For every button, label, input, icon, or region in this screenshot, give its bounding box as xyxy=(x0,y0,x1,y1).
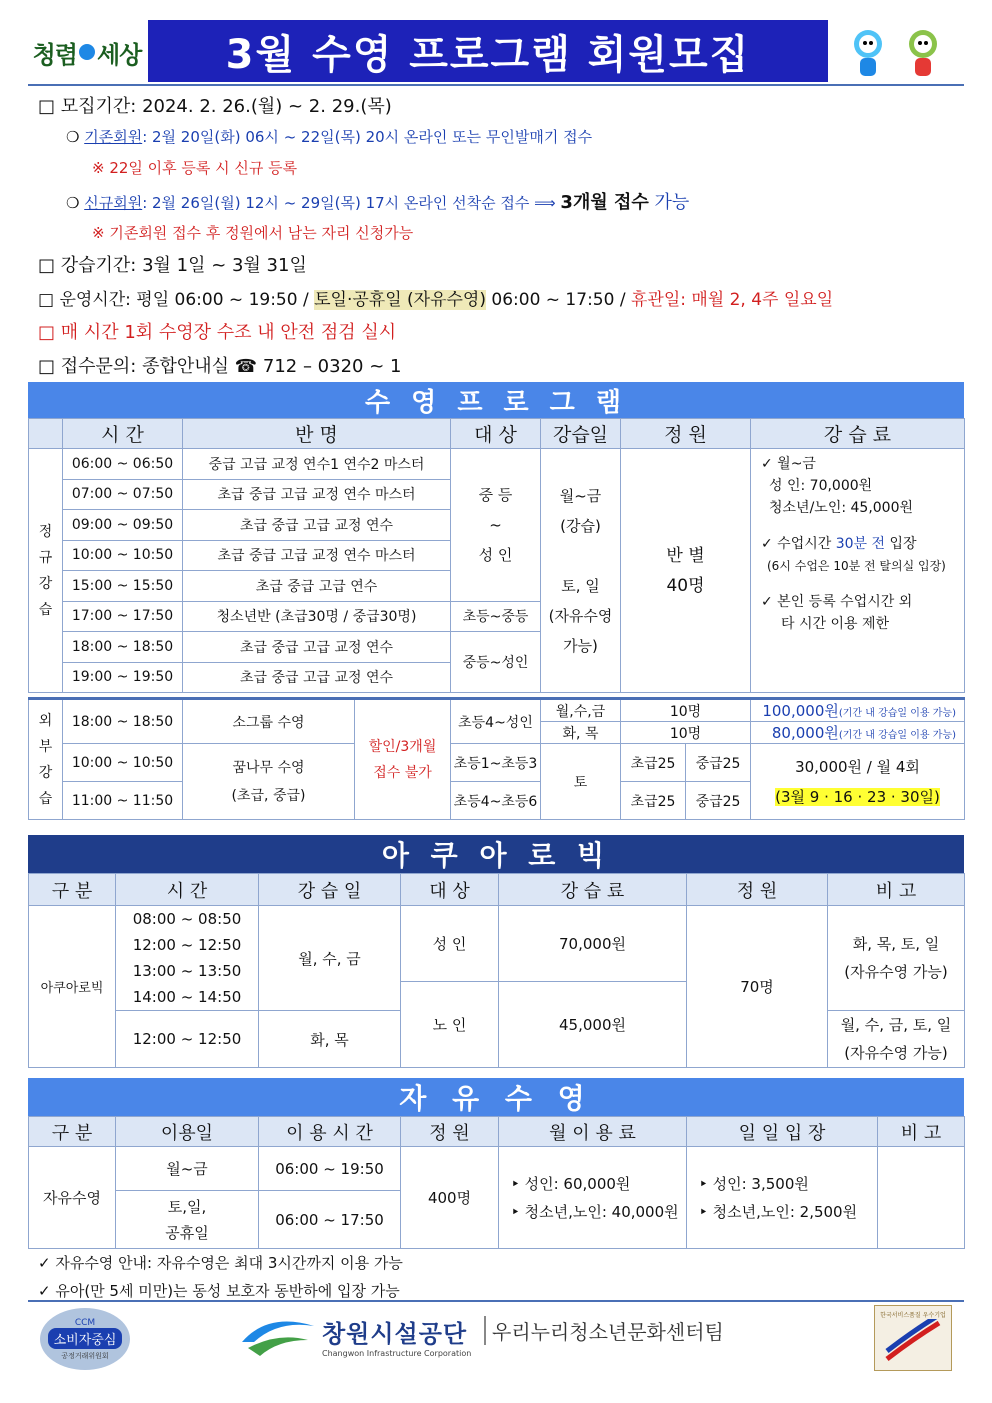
page-header xyxy=(28,18,964,84)
table-row: 중급 고급 교정 연수1 연수2 마스터 xyxy=(183,449,451,480)
outside-target-2: 초등1~초등3 xyxy=(451,744,541,782)
logo-text-b: 세상 xyxy=(97,39,142,69)
header-capacity: 정 원 xyxy=(621,419,751,449)
free-header: 정 원 xyxy=(401,1117,499,1147)
header-divider xyxy=(28,84,964,86)
aqua-target-a: 성 인 xyxy=(401,906,499,982)
contact-info: □ 접수문의: 종합안내실 ☎ 712 – 0320 ~ 1 xyxy=(38,356,402,377)
aqua-time-b: 12:00 ~ 12:50 xyxy=(116,1011,259,1068)
target-evening: 중등~성인 xyxy=(451,632,541,693)
outside-target-3: 초등4~초등6 xyxy=(451,782,541,820)
header-class: 반 명 xyxy=(183,419,451,449)
ccm-top: CCM xyxy=(74,1317,96,1328)
table-row: 초급 중급 고급 교정 연수 xyxy=(183,510,451,541)
target-youth: 초등~중등 xyxy=(451,601,541,632)
team-name: 우리누리청소년문화센터팀 xyxy=(484,1316,724,1345)
aqua-header: 비 고 xyxy=(828,874,965,906)
free-header: 비 고 xyxy=(878,1117,965,1147)
outside-target-1: 초등4~성인 xyxy=(451,699,541,744)
new-three-month: 3개월 접수 xyxy=(560,192,649,213)
aquarobic-table xyxy=(28,873,965,1068)
table-row: 초급 중급 고급 교정 연수 마스터 xyxy=(183,479,451,510)
fee-cell: ✓ 월~금 성 인: 70,000원 청소년/노인: 45,000원 ✓ 수업시간 30분 전 입장 (6시 수업은 10분 전 탈의실 입장) ✓ 본인 등록 수업시간 외 타 시간 이용 제한 xyxy=(751,449,965,693)
outside-label: 외 부 강 습 xyxy=(29,699,63,820)
ccm-sub: 공정거래위원회 xyxy=(61,1351,109,1360)
aqua-target-b: 노 인 xyxy=(401,982,499,1068)
hours-a: □ 운영시간: 평일 06:00 ~ 19:50 / xyxy=(38,290,315,310)
existing-note: ※ 22일 이후 등록 시 신규 등록 xyxy=(92,159,298,177)
free-time-a: 06:00 ~ 19:50 xyxy=(259,1147,401,1191)
aqua-name: 아쿠아로빅 xyxy=(29,906,116,1068)
aqua-header: 구 분 xyxy=(29,874,116,906)
free-header: 이 용 시 간 xyxy=(259,1117,401,1147)
outside-day-a: 월,수,금 xyxy=(541,699,621,722)
table-row: 초급 중급 고급 교정 연수 마스터 xyxy=(183,540,451,571)
aqua-header: 강 습 일 xyxy=(259,874,401,906)
free-header: 구 분 xyxy=(29,1117,116,1147)
table-row: 10:00 ~ 10:50 xyxy=(63,540,183,571)
aqua-header: 강 습 료 xyxy=(499,874,687,906)
table-row: 17:00 ~ 17:50 xyxy=(63,601,183,632)
recruit-period: □ 모집기간: 2024. 2. 26.(월) ~ 2. 29.(목) xyxy=(38,96,392,117)
free-time-b: 06:00 ~ 17:50 xyxy=(259,1191,401,1249)
header-target: 대 상 xyxy=(451,419,541,449)
outside-day-sat: 토 xyxy=(541,744,621,820)
hours-weekend: 토일·공휴일 (자유수영) xyxy=(314,290,486,310)
free-day-b: 토,일, 공휴일 xyxy=(116,1191,259,1249)
free-swim-bar: 자 유 수 영 xyxy=(28,1078,964,1116)
target-main: 중 등 ~ 성 인 xyxy=(451,449,541,602)
new-text: : 2월 26일(월) 12시 ~ 29일(목) 17시 온라인 선착순 접수 ⟹ xyxy=(142,194,561,212)
existing-label: 기존회원 xyxy=(84,128,143,146)
lesson-days: 월~금 (강습) 토, 일 (자유수영 가능) xyxy=(541,449,621,693)
header-blank xyxy=(29,419,63,449)
outside-cap-a: 10명 xyxy=(621,699,751,722)
new-label: 신규회원 xyxy=(84,194,143,212)
free-note xyxy=(878,1147,965,1249)
logo-text-a: 청렴 xyxy=(32,39,77,69)
table-row: 07:00 ~ 07:50 xyxy=(63,479,183,510)
aqua-capacity: 70명 xyxy=(687,906,828,1068)
table-row: 초급 중급 고급 교정 연수 xyxy=(183,662,451,693)
title-banner xyxy=(148,20,828,82)
logo-dot-icon xyxy=(79,44,95,60)
aqua-day-a: 월, 수, 금 xyxy=(259,906,401,1011)
swim-program-table xyxy=(28,418,965,693)
small-group-class: 소그룹 수영 xyxy=(183,699,355,744)
operating-hours xyxy=(38,285,833,310)
table-row: 18:00 ~ 18:50 xyxy=(63,632,183,663)
hours-c: 06:00 ~ 17:50 / xyxy=(485,290,631,310)
free-header: 이용일 xyxy=(116,1117,259,1147)
existing-text: : 2월 20일(화) 06시 ~ 22일(목) 20시 온라인 또는 무인발매기 접수 xyxy=(142,128,593,146)
note-1: ✓ 자유수영 안내: 자유수영은 최대 3시간까지 이용 가능 xyxy=(38,1254,403,1272)
safety-notice: □ 매 시간 1회 수영장 수조 내 안전 점검 실시 xyxy=(38,322,397,343)
aqua-header: 시 간 xyxy=(116,874,259,906)
ccm-main: 소비자중심 xyxy=(48,1328,123,1349)
regular-label: 정 규 강 습 xyxy=(29,449,63,693)
discount-note: 할인/3개월 접수 불가 xyxy=(355,699,451,820)
header-fee: 강 습 료 xyxy=(751,419,965,449)
page-title: 3월 수영 프로그램 회원모집 xyxy=(225,31,751,78)
lesson-period: □ 강습기간: 3월 1일 ~ 3월 31일 xyxy=(38,255,307,276)
free-daily-fee: ‣ 성인: 3,500원 ‣ 청소년,노인: 2,500원 xyxy=(687,1147,878,1249)
closed-days: 휴관일: 매월 2, 4주 일요일 xyxy=(630,290,834,310)
aqua-header: 정 원 xyxy=(687,874,828,906)
note-2: ✓ 유아(만 5세 미만)는 동성 보호자 동반하에 입장 가능 xyxy=(38,1282,400,1300)
corp-en: Changwon Infrastructure Corporation xyxy=(322,1349,472,1358)
bullet-circle-icon: ❍ xyxy=(66,128,85,146)
swim-program-bar: 수 영 프 로 그 램 xyxy=(28,382,964,418)
free-monthly-fee: ‣ 성인: 60,000원 ‣ 청소년,노인: 40,000원 xyxy=(499,1147,687,1249)
bullet-circle-icon: ❍ xyxy=(66,194,85,212)
free-name: 자유수영 xyxy=(29,1147,116,1249)
aquarobic-bar: 아 쿠 아 로 빅 xyxy=(28,835,964,873)
badge-text: 한국서비스품질 우수기업 xyxy=(880,1312,946,1319)
aqua-fee-a: 70,000원 xyxy=(499,906,687,982)
table-row: 청소년반 (초급30명 / 중급30명) xyxy=(183,601,451,632)
footer-divider xyxy=(28,1300,964,1302)
integrity-logo xyxy=(28,26,146,78)
ccm-logo xyxy=(40,1308,130,1370)
corp-swoosh-icon xyxy=(238,1312,318,1364)
aqua-header: 대 상 xyxy=(401,874,499,906)
free-capacity: 400명 xyxy=(401,1147,499,1249)
outside-fee-a: 100,000원(기간 내 강습일 이용 가능) xyxy=(751,699,965,722)
corp-name: 창원시설공단 xyxy=(322,1320,468,1348)
outside-lesson-table xyxy=(28,697,965,820)
header-days: 강습일 xyxy=(541,419,621,449)
free-header: 월 이 용 료 xyxy=(499,1117,687,1147)
aqua-note-b: 월, 수, 금, 토, 일 (자유수영 가능) xyxy=(828,1011,965,1068)
cap-intermediate-2: 중급25 xyxy=(686,782,751,820)
aqua-note-a: 화, 목, 토, 일 (자유수영 가능) xyxy=(828,906,965,1011)
free-day-a: 월~금 xyxy=(116,1147,259,1191)
free-header: 일 일 입 장 xyxy=(687,1117,878,1147)
dream-tree-fee: 30,000원 / 월 4회 (3월 9 · 16 · 23 · 30일) xyxy=(751,744,965,820)
dream-tree-class: 꿈나무 수영 (초급, 중급) xyxy=(183,744,355,820)
table-row: 06:00 ~ 06:50 xyxy=(63,449,183,480)
cap-beginner-1: 초급25 xyxy=(621,744,686,782)
aqua-fee-b: 45,000원 xyxy=(499,982,687,1068)
table-row: 초급 중급 고급 교정 연수 xyxy=(183,632,451,663)
table-row: 19:00 ~ 19:50 xyxy=(63,662,183,693)
capacity-cell: 반 별 40명 xyxy=(621,449,751,693)
outside-fee-b: 80,000원(기간 내 강습일 이용 가능) xyxy=(751,722,965,744)
cap-beginner-2: 초급25 xyxy=(621,782,686,820)
table-row: 초급 중급 고급 연수 xyxy=(183,571,451,602)
outside-time-3: 11:00 ~ 11:50 xyxy=(63,782,183,820)
outside-cap-b: 10명 xyxy=(621,722,751,744)
new-member-line xyxy=(66,188,689,214)
outside-day-b: 화, 목 xyxy=(541,722,621,744)
new-available: 가능 xyxy=(648,192,690,213)
existing-member-line xyxy=(66,126,592,147)
table-row: 15:00 ~ 15:50 xyxy=(63,571,183,602)
outside-time-1: 18:00 ~ 18:50 xyxy=(63,699,183,744)
service-quality-badge xyxy=(874,1305,952,1371)
aqua-day-b: 화, 목 xyxy=(259,1011,401,1068)
mascot-icon xyxy=(838,22,958,82)
new-note: ※ 기존회원 접수 후 정원에서 남는 자리 신청가능 xyxy=(92,224,414,242)
outside-time-2: 10:00 ~ 10:50 xyxy=(63,744,183,782)
badge-stripes-icon xyxy=(883,1319,943,1363)
cap-intermediate-1: 중급25 xyxy=(686,744,751,782)
table-row: 09:00 ~ 09:50 xyxy=(63,510,183,541)
aqua-times-a: 08:00 ~ 08:50 12:00 ~ 12:50 13:00 ~ 13:50 14:00 ~ 14:50 xyxy=(116,906,259,1011)
header-time: 시 간 xyxy=(63,419,183,449)
free-swim-table xyxy=(28,1116,965,1249)
